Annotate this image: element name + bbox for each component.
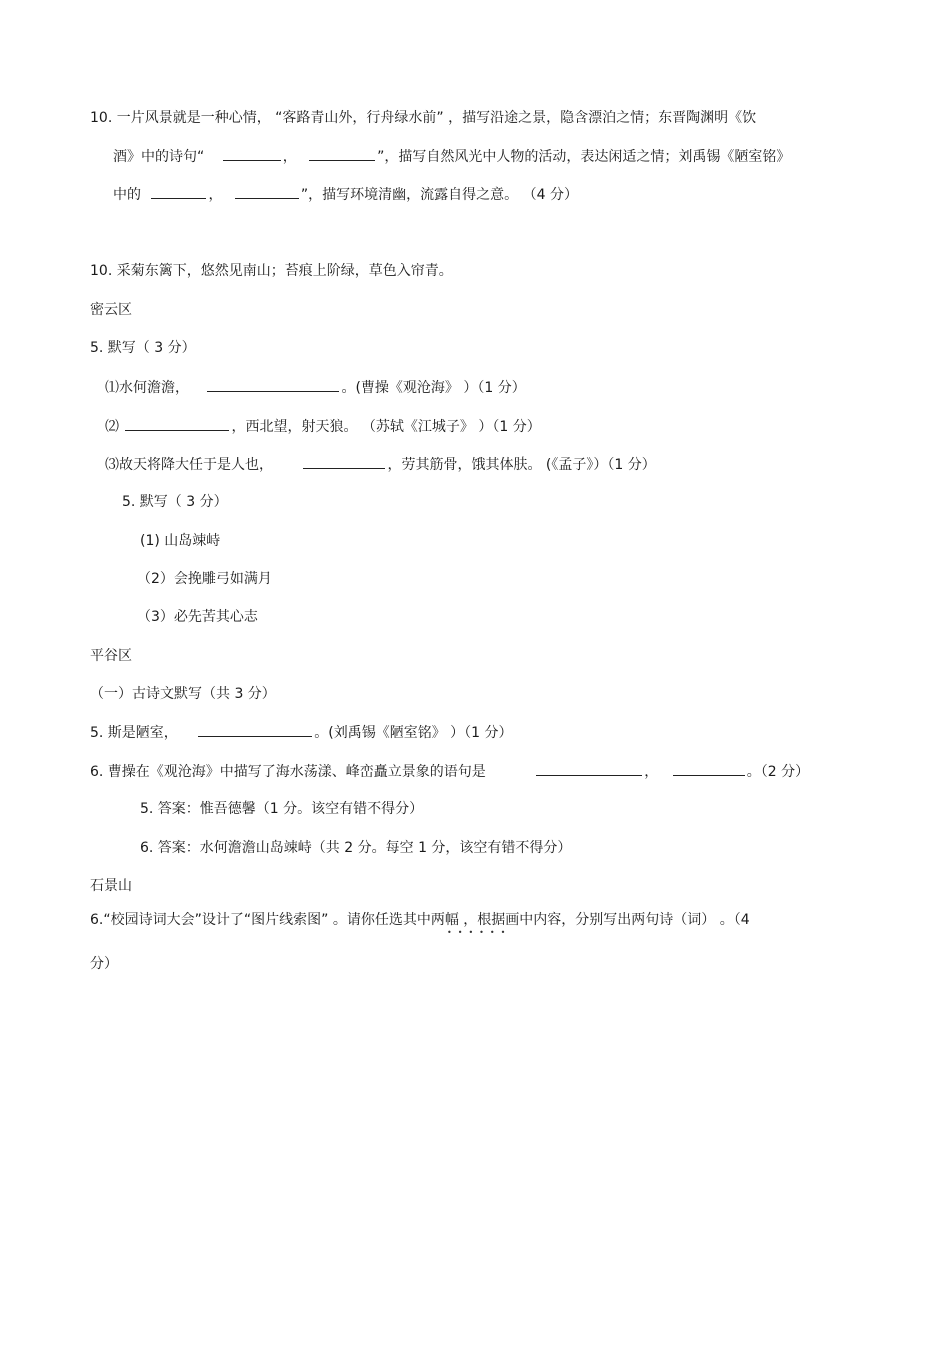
blank-field[interactable]	[125, 416, 229, 431]
miyun-item1-text-b: 。(曹操《观沧海》 ）（1 分）	[341, 380, 526, 396]
q10-line-2-sep: ，	[282, 149, 297, 165]
district-heading-miyun: 密云区	[90, 302, 132, 318]
pinggu-q6-text-a: 6. 曹操在《观沧海》中描写了海水荡漾、峰峦矗立景象的语句是	[90, 764, 486, 780]
miyun-item2-text-b: ，西北望，射天狼。 （苏轼《江城子》 ）（1 分）	[231, 419, 541, 435]
miyun-q5-item-2	[105, 416, 541, 437]
pinggu-q6	[90, 761, 809, 782]
q10-answer: 10. 采菊东篱下，悠然见南山；苔痕上阶绿，草色入帘青。	[90, 263, 453, 279]
blank-field[interactable]	[536, 761, 642, 776]
shijingshan-q6-line-2: 分）	[90, 956, 118, 972]
miyun-item2-text-a: ⑵	[105, 419, 119, 435]
miyun-q5-item-3	[105, 454, 656, 475]
miyun-answer-2: （2）会挽雕弓如满月	[137, 571, 272, 587]
blank-field[interactable]	[151, 184, 206, 199]
q10-line-1: 10. 一片风景就是一种心情， “客路青山外，行舟绿水前” ，描写沿途之景，隐含漂泊之情；东晋陶渊明《饮	[90, 110, 757, 126]
blank-field[interactable]	[198, 722, 312, 737]
miyun-item3-text-b: ，劳其筋骨，饿其体肤。 (《孟子》）（1 分）	[387, 457, 656, 473]
q10-line-2-text-a: 酒》中的诗句“	[113, 149, 205, 165]
blank-field[interactable]	[223, 146, 281, 161]
q10-line-3	[113, 184, 578, 205]
miyun-answer-3: （3）必先苦其心志	[137, 609, 258, 625]
shijingshan-q6-line-1: 6.“校园诗词大会”设计了“图片线索图” 。请你任选其中两幅 ，根据画中内容，分别写出两句诗（词） 。（4	[90, 912, 750, 928]
miyun-item1-text-a: ⑴水何澹澹，	[105, 380, 189, 396]
q10-line-3-text-a: 中的	[113, 187, 141, 203]
pinggu-q6-text-c: 。（2 分）	[746, 764, 810, 780]
pinggu-q6-sep: ，	[644, 764, 659, 780]
blank-field[interactable]	[207, 377, 339, 392]
q10-line-2	[113, 146, 790, 167]
miyun-answer-title: 5. 默写（ 3 分）	[122, 494, 228, 510]
miyun-answer-1: (1) 山岛竦峙	[140, 533, 221, 549]
miyun-q5-item-1	[105, 377, 526, 398]
blank-field[interactable]	[303, 454, 385, 469]
emphasis-dots: ••••••	[447, 928, 512, 937]
miyun-item3-text-a: ⑶故天将降大任于是人也，	[105, 457, 273, 473]
blank-field[interactable]	[235, 184, 299, 199]
pinggu-answer-6: 6. 答案：水何澹澹山岛竦峙（共 2 分。每空 1 分，该空有错不得分）	[140, 840, 572, 856]
district-heading-shijingshan: 石景山	[90, 878, 132, 894]
pinggu-q5	[90, 722, 513, 743]
q10-line-3-text-c: ”，描写环境清幽，流露自得之意。 （4 分）	[300, 187, 578, 203]
pinggu-q5-text-a: 5. 斯是陋室，	[90, 725, 178, 741]
q10-line-3-sep: ，	[208, 187, 223, 203]
miyun-q5-title: 5. 默写（ 3 分）	[90, 340, 196, 356]
pinggu-section-title: （一）古诗文默写（共 3 分）	[90, 686, 276, 702]
q10-line-2-text-c: ”，描写自然风光中人物的活动，表达闲适之情；刘禹锡《陋室铭》	[377, 149, 791, 165]
pinggu-q5-text-b: 。(刘禹锡《陋室铭》 ）（1 分）	[314, 725, 513, 741]
blank-field[interactable]	[673, 761, 745, 776]
blank-field[interactable]	[309, 146, 375, 161]
pinggu-answer-5: 5. 答案：惟吾德馨（1 分。该空有错不得分）	[140, 801, 424, 817]
district-heading-pinggu: 平谷区	[90, 648, 132, 664]
